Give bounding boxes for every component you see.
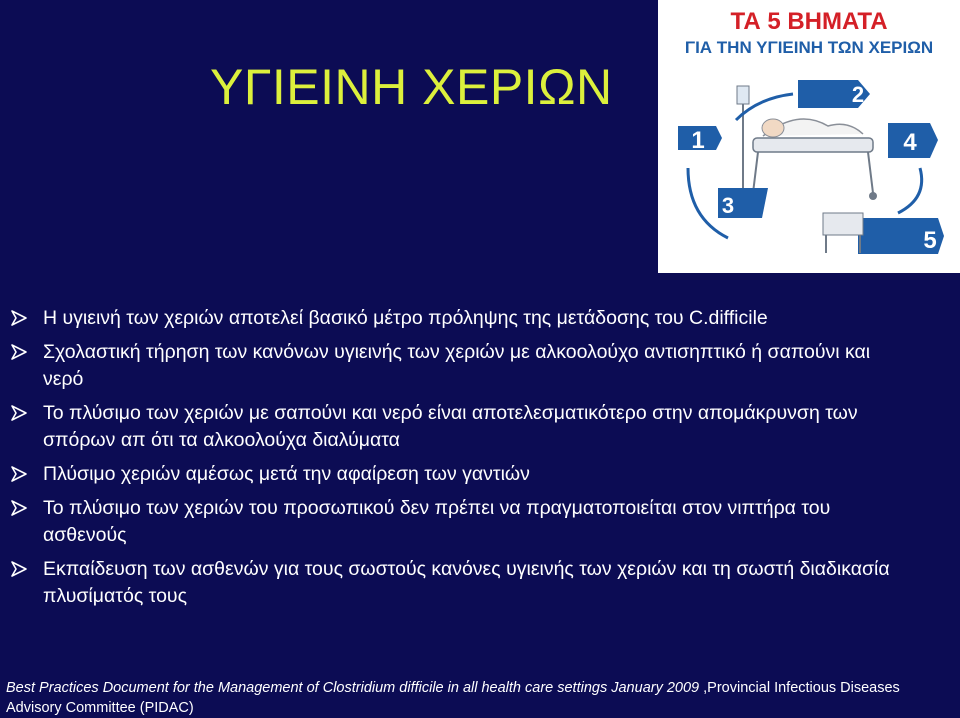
footer-reference — [6, 678, 956, 718]
step-5-icon — [858, 218, 944, 254]
slide-title: ΥΓΙΕΙΝΗ ΧΕΡΙΩΝ — [210, 59, 613, 115]
svg-text:2: 2 — [851, 82, 865, 107]
svg-text:5: 5 — [923, 227, 937, 254]
bullet-item: Το πλύσιμο των χεριών με σαπούνι και νερό είναι αποτελεσματικότερο στην απομάκρυνση των σπόρων απ ότι τα αλκοολούχα διαλύματα — [10, 400, 910, 454]
arrowhead-bullet-icon — [10, 560, 28, 578]
arrowhead-bullet-icon — [10, 343, 28, 361]
arrowhead-bullet-icon — [10, 465, 28, 483]
poster-title: ΤΑ 5 ΒΗΜΑΤΑ — [730, 8, 888, 35]
svg-text:3: 3 — [721, 193, 735, 218]
arrowhead-bullet-icon — [10, 309, 28, 327]
bullet-item: Εκπαίδευση των ασθενών για τους σωστούς κανόνες υγιεινής των χεριών και τη σωστή διαδικασία πλυσίματός τους — [10, 556, 910, 610]
bullet-list — [10, 305, 910, 617]
step-1-icon — [678, 126, 722, 154]
arrowhead-bullet-icon — [10, 499, 28, 517]
poster-subtitle: ΓΙΑ ΤΗΝ ΥΓΙΕΙΝΗ ΤΩΝ ΧΕΡΙΩΝ — [684, 38, 934, 57]
svg-text:4: 4 — [903, 129, 917, 156]
svg-text:1: 1 — [691, 127, 705, 154]
footer-source: ,Provincial Infectious Diseases Advisory Committee (PIDAC) — [6, 680, 900, 716]
step-3-icon — [718, 188, 768, 218]
chair-icon — [823, 213, 863, 253]
bullet-item: Σχολαστική τήρηση των κανόνων υγιεινής των χεριών με αλκοολούχο αντισηπτικό ή σαπούνι και νερό — [10, 339, 910, 393]
bullet-item: Πλύσιμο χεριών αμέσως μετά την αφαίρεση των γαντιών — [10, 461, 910, 488]
hospital-bed-illustration — [658, 68, 960, 273]
arrowhead-bullet-icon — [10, 404, 28, 422]
bullet-item: Η υγιεινή των χεριών αποτελεί βασικό μέτρο πρόληψης της μετάδοσης του C.difficile — [10, 305, 910, 332]
footer-citation: Best Practices Document for the Management of Clostridium difficile in all health care settings January 2009 — [6, 680, 700, 696]
step-4-icon — [888, 123, 938, 158]
step-2-icon — [798, 80, 870, 108]
bullet-item: Το πλύσιμο των χεριών του προσωπικού δεν πρέπει να πραγματοποιείται στον νιπτήρα του ασθενούς — [10, 495, 910, 549]
hand-hygiene-poster — [658, 0, 960, 273]
bed-icon — [750, 119, 877, 200]
iv-stand-icon — [737, 86, 749, 188]
